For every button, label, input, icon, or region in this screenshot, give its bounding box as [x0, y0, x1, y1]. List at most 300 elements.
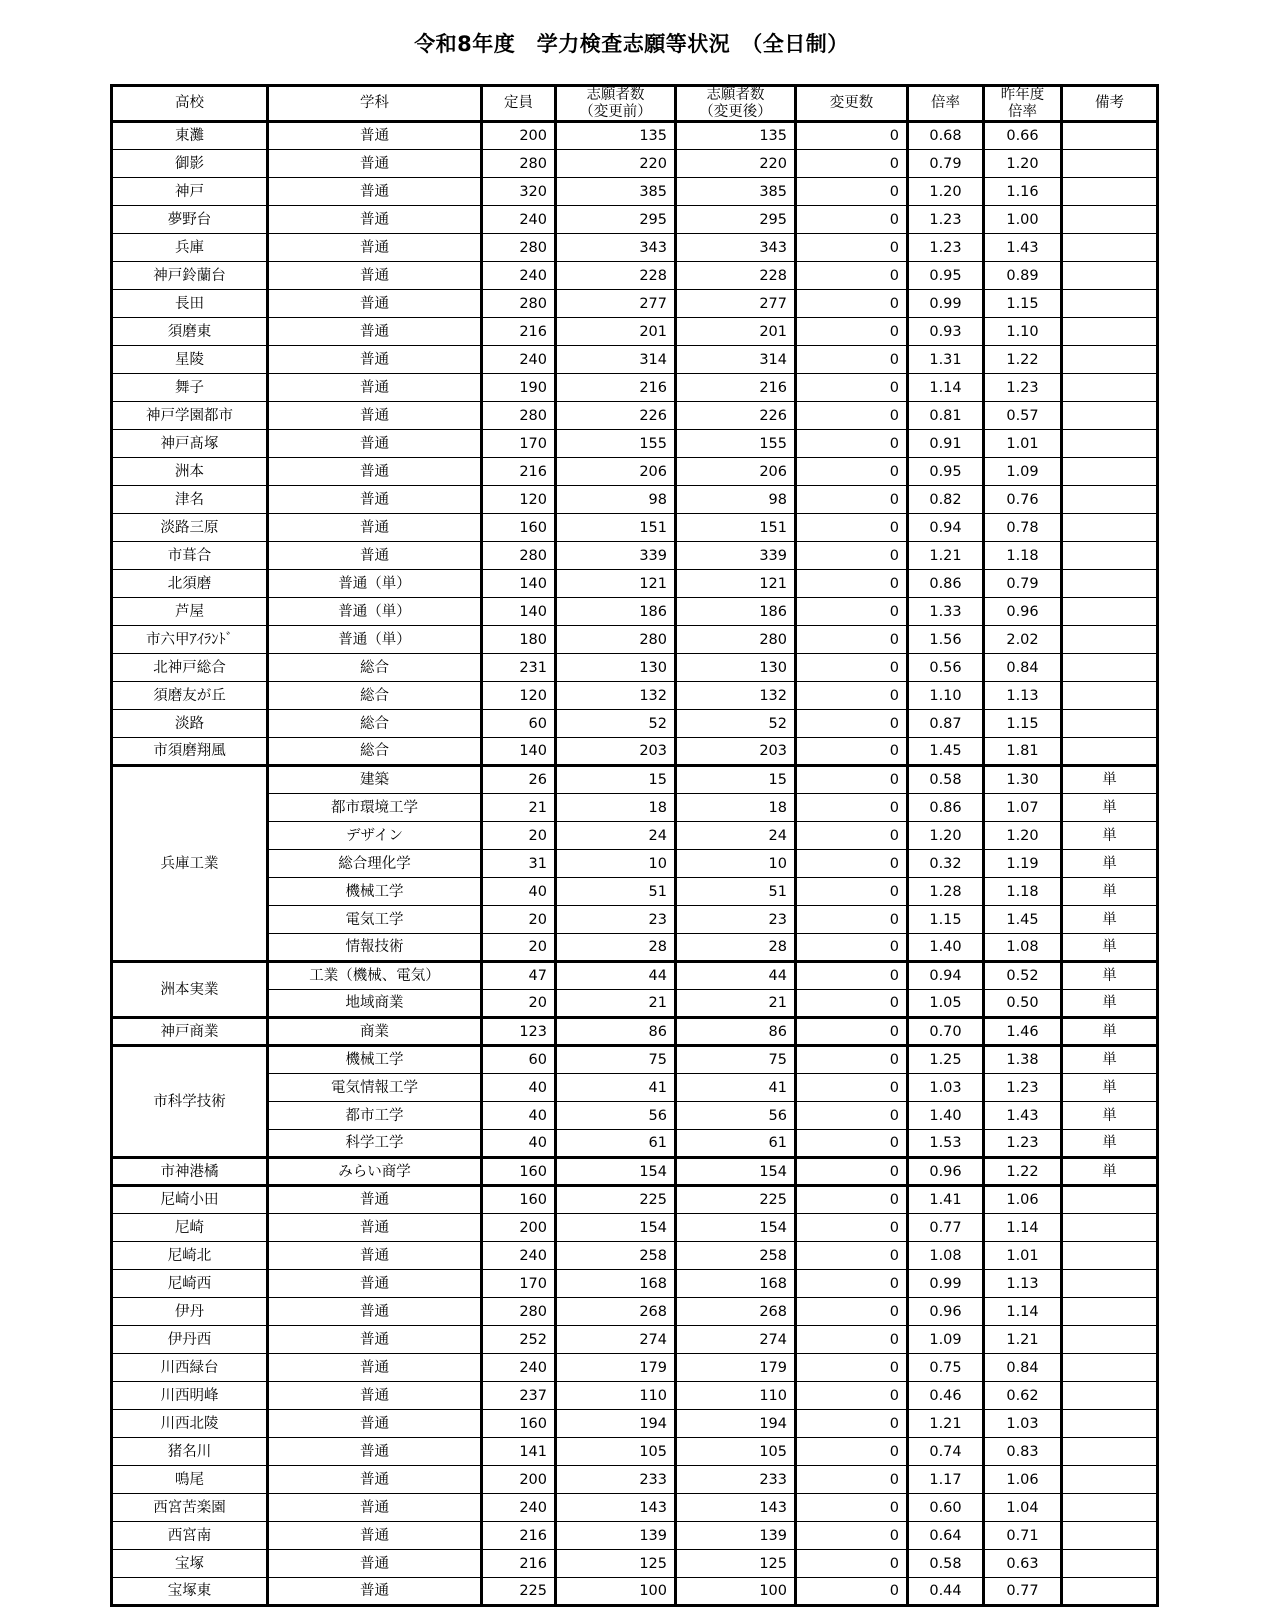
cell-changes: 0 — [796, 150, 908, 178]
cell-ratio: 0.58 — [908, 1550, 984, 1578]
cell-ratio: 0.94 — [908, 514, 984, 542]
cell-applicants-after: 228 — [676, 262, 796, 290]
cell-applicants-after: 155 — [676, 430, 796, 458]
cell-last-year-ratio: 0.84 — [984, 654, 1062, 682]
cell-applicants-before: 339 — [556, 542, 676, 570]
cell-ratio: 0.96 — [908, 1298, 984, 1326]
cell-applicants-before: 18 — [556, 794, 676, 822]
cell-quota: 280 — [482, 402, 556, 430]
cell-last-year-ratio: 0.83 — [984, 1438, 1062, 1466]
cell-note — [1062, 262, 1158, 290]
cell-note — [1062, 598, 1158, 626]
cell-department: 総合理化学 — [268, 850, 482, 878]
cell-last-year-ratio: 1.08 — [984, 934, 1062, 962]
cell-changes: 0 — [796, 1074, 908, 1102]
cell-ratio: 1.08 — [908, 1242, 984, 1270]
cell-quota: 216 — [482, 1550, 556, 1578]
cell-school: 東灘 — [112, 122, 268, 150]
cell-note: 単 — [1062, 1018, 1158, 1046]
cell-department: 科学工学 — [268, 1130, 482, 1158]
cell-note — [1062, 150, 1158, 178]
cell-note — [1062, 402, 1158, 430]
cell-applicants-before: 139 — [556, 1522, 676, 1550]
cell-quota: 140 — [482, 738, 556, 766]
cell-last-year-ratio: 1.23 — [984, 1130, 1062, 1158]
cell-ratio: 1.21 — [908, 1410, 984, 1438]
table-header — [112, 86, 1158, 122]
cell-applicants-before: 186 — [556, 598, 676, 626]
cell-changes: 0 — [796, 710, 908, 738]
cell-note: 単 — [1062, 794, 1158, 822]
cell-quota: 170 — [482, 430, 556, 458]
cell-ratio: 0.56 — [908, 654, 984, 682]
cell-note — [1062, 514, 1158, 542]
cell-changes: 0 — [796, 346, 908, 374]
cell-department: 普通 — [268, 458, 482, 486]
table-row — [112, 234, 1158, 262]
cell-ratio: 1.40 — [908, 1102, 984, 1130]
cell-applicants-after: 130 — [676, 654, 796, 682]
cell-last-year-ratio: 1.15 — [984, 290, 1062, 318]
cell-applicants-after: 277 — [676, 290, 796, 318]
table-row — [112, 738, 1158, 766]
cell-applicants-before: 226 — [556, 402, 676, 430]
table-row — [112, 878, 1158, 906]
cell-applicants-after: 18 — [676, 794, 796, 822]
cell-applicants-after: 61 — [676, 1130, 796, 1158]
cell-note — [1062, 738, 1158, 766]
cell-ratio: 0.86 — [908, 570, 984, 598]
cell-last-year-ratio: 1.00 — [984, 206, 1062, 234]
cell-applicants-after: 56 — [676, 1102, 796, 1130]
cell-applicants-after: 186 — [676, 598, 796, 626]
cell-last-year-ratio: 1.21 — [984, 1326, 1062, 1354]
table-row — [112, 1158, 1158, 1186]
cell-note — [1062, 1242, 1158, 1270]
cell-applicants-before: 314 — [556, 346, 676, 374]
cell-applicants-before: 258 — [556, 1242, 676, 1270]
cell-note: 単 — [1062, 1102, 1158, 1130]
cell-quota: 240 — [482, 346, 556, 374]
cell-changes: 0 — [796, 1018, 908, 1046]
cell-last-year-ratio: 1.04 — [984, 1494, 1062, 1522]
cell-changes: 0 — [796, 682, 908, 710]
table-row — [112, 766, 1158, 794]
table-row — [112, 1270, 1158, 1298]
cell-department: 普通 — [268, 1466, 482, 1494]
cell-quota: 200 — [482, 1214, 556, 1242]
cell-department: 普通（単） — [268, 598, 482, 626]
table-row — [112, 1214, 1158, 1242]
cell-note — [1062, 318, 1158, 346]
cell-quota: 320 — [482, 178, 556, 206]
cell-applicants-after: 24 — [676, 822, 796, 850]
cell-last-year-ratio: 1.16 — [984, 178, 1062, 206]
cell-note — [1062, 178, 1158, 206]
cell-changes: 0 — [796, 906, 908, 934]
cell-department: 普通 — [268, 1270, 482, 1298]
cell-last-year-ratio: 0.62 — [984, 1382, 1062, 1410]
cell-last-year-ratio: 1.10 — [984, 318, 1062, 346]
cell-school: 川西北陵 — [112, 1410, 268, 1438]
cell-last-year-ratio: 1.45 — [984, 906, 1062, 934]
table-row — [112, 1466, 1158, 1494]
cell-school: 神戸 — [112, 178, 268, 206]
cell-last-year-ratio: 1.07 — [984, 794, 1062, 822]
cell-department: 機械工学 — [268, 1046, 482, 1074]
cell-changes: 0 — [796, 1270, 908, 1298]
cell-applicants-after: 105 — [676, 1438, 796, 1466]
cell-applicants-after: 154 — [676, 1158, 796, 1186]
cell-changes: 0 — [796, 1298, 908, 1326]
cell-changes: 0 — [796, 878, 908, 906]
cell-applicants-after: 121 — [676, 570, 796, 598]
cell-last-year-ratio: 2.02 — [984, 626, 1062, 654]
cell-quota: 160 — [482, 514, 556, 542]
cell-applicants-before: 220 — [556, 150, 676, 178]
table-row — [112, 934, 1158, 962]
cell-quota: 20 — [482, 822, 556, 850]
cell-changes: 0 — [796, 598, 908, 626]
cell-last-year-ratio: 0.66 — [984, 122, 1062, 150]
cell-quota: 240 — [482, 206, 556, 234]
cell-applicants-before: 110 — [556, 1382, 676, 1410]
cell-applicants-before: 121 — [556, 570, 676, 598]
cell-last-year-ratio: 0.96 — [984, 598, 1062, 626]
cell-ratio: 1.25 — [908, 1046, 984, 1074]
table-row — [112, 1018, 1158, 1046]
cell-ratio: 0.94 — [908, 962, 984, 990]
cell-applicants-after: 75 — [676, 1046, 796, 1074]
cell-department: 機械工学 — [268, 878, 482, 906]
cell-last-year-ratio: 1.13 — [984, 682, 1062, 710]
cell-department: 普通 — [268, 1578, 482, 1606]
cell-ratio: 1.53 — [908, 1130, 984, 1158]
cell-note — [1062, 1186, 1158, 1214]
cell-applicants-before: 280 — [556, 626, 676, 654]
cell-ratio: 0.96 — [908, 1158, 984, 1186]
cell-department: 普通（単） — [268, 570, 482, 598]
cell-note: 単 — [1062, 1046, 1158, 1074]
application-status-table — [110, 84, 1159, 1607]
column-header-applicants-before-line1: 志願者数 — [586, 87, 645, 103]
cell-applicants-after: 41 — [676, 1074, 796, 1102]
cell-quota: 47 — [482, 962, 556, 990]
cell-applicants-after: 10 — [676, 850, 796, 878]
cell-department: 普通 — [268, 1326, 482, 1354]
cell-quota: 120 — [482, 682, 556, 710]
cell-applicants-after: 179 — [676, 1354, 796, 1382]
cell-last-year-ratio: 1.18 — [984, 542, 1062, 570]
table-row — [112, 1550, 1158, 1578]
cell-applicants-before: 15 — [556, 766, 676, 794]
cell-quota: 240 — [482, 1494, 556, 1522]
column-header-applicants-after — [676, 86, 796, 122]
cell-applicants-before: 154 — [556, 1158, 676, 1186]
cell-applicants-after: 233 — [676, 1466, 796, 1494]
cell-last-year-ratio: 1.43 — [984, 234, 1062, 262]
cell-school: 市科学技術 — [112, 1046, 268, 1158]
cell-applicants-after: 220 — [676, 150, 796, 178]
cell-quota: 216 — [482, 458, 556, 486]
cell-department: 普通 — [268, 402, 482, 430]
cell-school: 神戸商業 — [112, 1018, 268, 1046]
cell-quota: 60 — [482, 710, 556, 738]
column-header-school: 高校 — [112, 86, 268, 122]
cell-last-year-ratio: 0.79 — [984, 570, 1062, 598]
cell-ratio: 0.95 — [908, 458, 984, 486]
cell-quota: 190 — [482, 374, 556, 402]
cell-school: 淡路 — [112, 710, 268, 738]
table-row — [112, 1074, 1158, 1102]
cell-applicants-before: 44 — [556, 962, 676, 990]
cell-department: 普通 — [268, 1354, 482, 1382]
cell-applicants-before: 125 — [556, 1550, 676, 1578]
cell-applicants-after: 44 — [676, 962, 796, 990]
table-row — [112, 346, 1158, 374]
cell-school: 夢野台 — [112, 206, 268, 234]
cell-department: 普通 — [268, 1382, 482, 1410]
cell-last-year-ratio: 1.18 — [984, 878, 1062, 906]
cell-department: 普通 — [268, 206, 482, 234]
cell-changes: 0 — [796, 1466, 908, 1494]
cell-note — [1062, 430, 1158, 458]
cell-note: 単 — [1062, 766, 1158, 794]
cell-school: 尼崎西 — [112, 1270, 268, 1298]
cell-school: 兵庫 — [112, 234, 268, 262]
table-row — [112, 290, 1158, 318]
cell-quota: 240 — [482, 1242, 556, 1270]
cell-last-year-ratio: 1.38 — [984, 1046, 1062, 1074]
cell-note — [1062, 626, 1158, 654]
cell-ratio: 0.91 — [908, 430, 984, 458]
cell-note — [1062, 1410, 1158, 1438]
cell-school: 宝塚 — [112, 1550, 268, 1578]
cell-applicants-after: 295 — [676, 206, 796, 234]
cell-applicants-after: 339 — [676, 542, 796, 570]
cell-last-year-ratio: 1.14 — [984, 1298, 1062, 1326]
cell-applicants-after: 15 — [676, 766, 796, 794]
cell-school: 神戸学園都市 — [112, 402, 268, 430]
cell-ratio: 1.05 — [908, 990, 984, 1018]
cell-applicants-before: 130 — [556, 654, 676, 682]
cell-applicants-before: 100 — [556, 1578, 676, 1606]
cell-school: 伊丹 — [112, 1298, 268, 1326]
cell-note — [1062, 1466, 1158, 1494]
cell-last-year-ratio: 1.20 — [984, 150, 1062, 178]
cell-changes: 0 — [796, 514, 908, 542]
cell-applicants-before: 179 — [556, 1354, 676, 1382]
column-header-changes: 変更数 — [796, 86, 908, 122]
cell-changes: 0 — [796, 822, 908, 850]
cell-last-year-ratio: 0.78 — [984, 514, 1062, 542]
cell-quota: 231 — [482, 654, 556, 682]
cell-quota: 160 — [482, 1158, 556, 1186]
cell-changes: 0 — [796, 1382, 908, 1410]
cell-quota: 280 — [482, 150, 556, 178]
cell-ratio: 1.17 — [908, 1466, 984, 1494]
cell-school: 神戸髙塚 — [112, 430, 268, 458]
cell-department: 普通 — [268, 514, 482, 542]
cell-applicants-after: 125 — [676, 1550, 796, 1578]
cell-quota: 240 — [482, 262, 556, 290]
cell-note — [1062, 346, 1158, 374]
table-row — [112, 1410, 1158, 1438]
column-header-applicants-after-line1: 志願者数 — [706, 87, 765, 103]
cell-school: 御影 — [112, 150, 268, 178]
cell-applicants-before: 132 — [556, 682, 676, 710]
cell-changes: 0 — [796, 1130, 908, 1158]
cell-ratio: 1.31 — [908, 346, 984, 374]
cell-department: 総合 — [268, 654, 482, 682]
cell-applicants-after: 100 — [676, 1578, 796, 1606]
cell-ratio: 1.33 — [908, 598, 984, 626]
cell-changes: 0 — [796, 626, 908, 654]
column-header-applicants-after-line2: （変更後） — [699, 103, 772, 120]
cell-note — [1062, 1354, 1158, 1382]
cell-school: 尼崎小田 — [112, 1186, 268, 1214]
cell-ratio: 0.74 — [908, 1438, 984, 1466]
table-row — [112, 654, 1158, 682]
cell-ratio: 1.20 — [908, 822, 984, 850]
cell-quota: 40 — [482, 1130, 556, 1158]
cell-applicants-before: 28 — [556, 934, 676, 962]
cell-applicants-before: 206 — [556, 458, 676, 486]
cell-applicants-after: 23 — [676, 906, 796, 934]
cell-school: 川西緑台 — [112, 1354, 268, 1382]
cell-applicants-before: 154 — [556, 1214, 676, 1242]
cell-department: 普通 — [268, 1494, 482, 1522]
cell-changes: 0 — [796, 1410, 908, 1438]
cell-applicants-after: 203 — [676, 738, 796, 766]
cell-ratio: 1.28 — [908, 878, 984, 906]
cell-changes: 0 — [796, 430, 908, 458]
cell-applicants-after: 201 — [676, 318, 796, 346]
cell-applicants-after: 258 — [676, 1242, 796, 1270]
cell-quota: 200 — [482, 1466, 556, 1494]
cell-ratio: 0.79 — [908, 150, 984, 178]
cell-quota: 280 — [482, 290, 556, 318]
cell-applicants-before: 98 — [556, 486, 676, 514]
table-row — [112, 318, 1158, 346]
cell-school: 猪名川 — [112, 1438, 268, 1466]
cell-department — [268, 962, 482, 990]
table-row — [112, 850, 1158, 878]
cell-ratio: 0.70 — [908, 1018, 984, 1046]
cell-department: 普通 — [268, 1550, 482, 1578]
cell-ratio: 0.99 — [908, 290, 984, 318]
cell-last-year-ratio: 0.89 — [984, 262, 1062, 290]
cell-last-year-ratio: 1.03 — [984, 1410, 1062, 1438]
cell-ratio: 0.64 — [908, 1522, 984, 1550]
cell-changes: 0 — [796, 1354, 908, 1382]
cell-ratio: 1.45 — [908, 738, 984, 766]
table-row — [112, 402, 1158, 430]
cell-changes: 0 — [796, 234, 908, 262]
cell-applicants-before: 24 — [556, 822, 676, 850]
header-row — [112, 86, 1158, 122]
cell-quota: 160 — [482, 1410, 556, 1438]
cell-last-year-ratio: 1.20 — [984, 822, 1062, 850]
cell-school: 北須磨 — [112, 570, 268, 598]
cell-changes: 0 — [796, 374, 908, 402]
cell-changes: 0 — [796, 1242, 908, 1270]
cell-last-year-ratio: 1.81 — [984, 738, 1062, 766]
cell-quota: 160 — [482, 1186, 556, 1214]
cell-last-year-ratio: 0.84 — [984, 1354, 1062, 1382]
cell-changes: 0 — [796, 178, 908, 206]
cell-ratio: 0.32 — [908, 850, 984, 878]
cell-department: 総合 — [268, 710, 482, 738]
cell-department: みらい商学 — [268, 1158, 482, 1186]
cell-note — [1062, 290, 1158, 318]
cell-applicants-before: 268 — [556, 1298, 676, 1326]
cell-ratio: 1.09 — [908, 1326, 984, 1354]
cell-ratio: 1.10 — [908, 682, 984, 710]
cell-school: 津名 — [112, 486, 268, 514]
cell-department: 普通 — [268, 486, 482, 514]
table-row — [112, 1522, 1158, 1550]
cell-department: 普通 — [268, 374, 482, 402]
cell-note: 単 — [1062, 1130, 1158, 1158]
cell-quota: 280 — [482, 234, 556, 262]
cell-school: 伊丹西 — [112, 1326, 268, 1354]
cell-applicants-after: 154 — [676, 1214, 796, 1242]
cell-changes: 0 — [796, 1186, 908, 1214]
cell-applicants-before: 135 — [556, 122, 676, 150]
cell-quota: 31 — [482, 850, 556, 878]
table-row — [112, 430, 1158, 458]
cell-school: 尼崎 — [112, 1214, 268, 1242]
column-header-quota: 定員 — [482, 86, 556, 122]
cell-last-year-ratio: 0.77 — [984, 1578, 1062, 1606]
cell-ratio: 1.41 — [908, 1186, 984, 1214]
cell-ratio: 0.99 — [908, 1270, 984, 1298]
cell-applicants-before: 274 — [556, 1326, 676, 1354]
cell-changes: 0 — [796, 1214, 908, 1242]
cell-applicants-before: 168 — [556, 1270, 676, 1298]
cell-quota: 280 — [482, 542, 556, 570]
table-row — [112, 570, 1158, 598]
cell-last-year-ratio: 1.09 — [984, 458, 1062, 486]
cell-applicants-before: 228 — [556, 262, 676, 290]
cell-ratio: 0.68 — [908, 122, 984, 150]
cell-last-year-ratio: 1.01 — [984, 1242, 1062, 1270]
table-row — [112, 1354, 1158, 1382]
cell-last-year-ratio: 0.71 — [984, 1522, 1062, 1550]
cell-quota: 20 — [482, 906, 556, 934]
cell-applicants-before: 52 — [556, 710, 676, 738]
table-row — [112, 178, 1158, 206]
cell-quota: 20 — [482, 934, 556, 962]
table-row — [112, 486, 1158, 514]
cell-department: 都市環境工学 — [268, 794, 482, 822]
cell-ratio: 0.75 — [908, 1354, 984, 1382]
cell-applicants-after: 110 — [676, 1382, 796, 1410]
table-row — [112, 1382, 1158, 1410]
cell-ratio: 0.86 — [908, 794, 984, 822]
cell-school: 宝塚東 — [112, 1578, 268, 1606]
cell-last-year-ratio: 0.52 — [984, 962, 1062, 990]
cell-changes: 0 — [796, 654, 908, 682]
cell-last-year-ratio: 1.13 — [984, 1270, 1062, 1298]
cell-department: 総合 — [268, 682, 482, 710]
cell-ratio: 0.60 — [908, 1494, 984, 1522]
cell-changes: 0 — [796, 766, 908, 794]
table-row — [112, 206, 1158, 234]
cell-last-year-ratio: 1.15 — [984, 710, 1062, 738]
table-row — [112, 990, 1158, 1018]
